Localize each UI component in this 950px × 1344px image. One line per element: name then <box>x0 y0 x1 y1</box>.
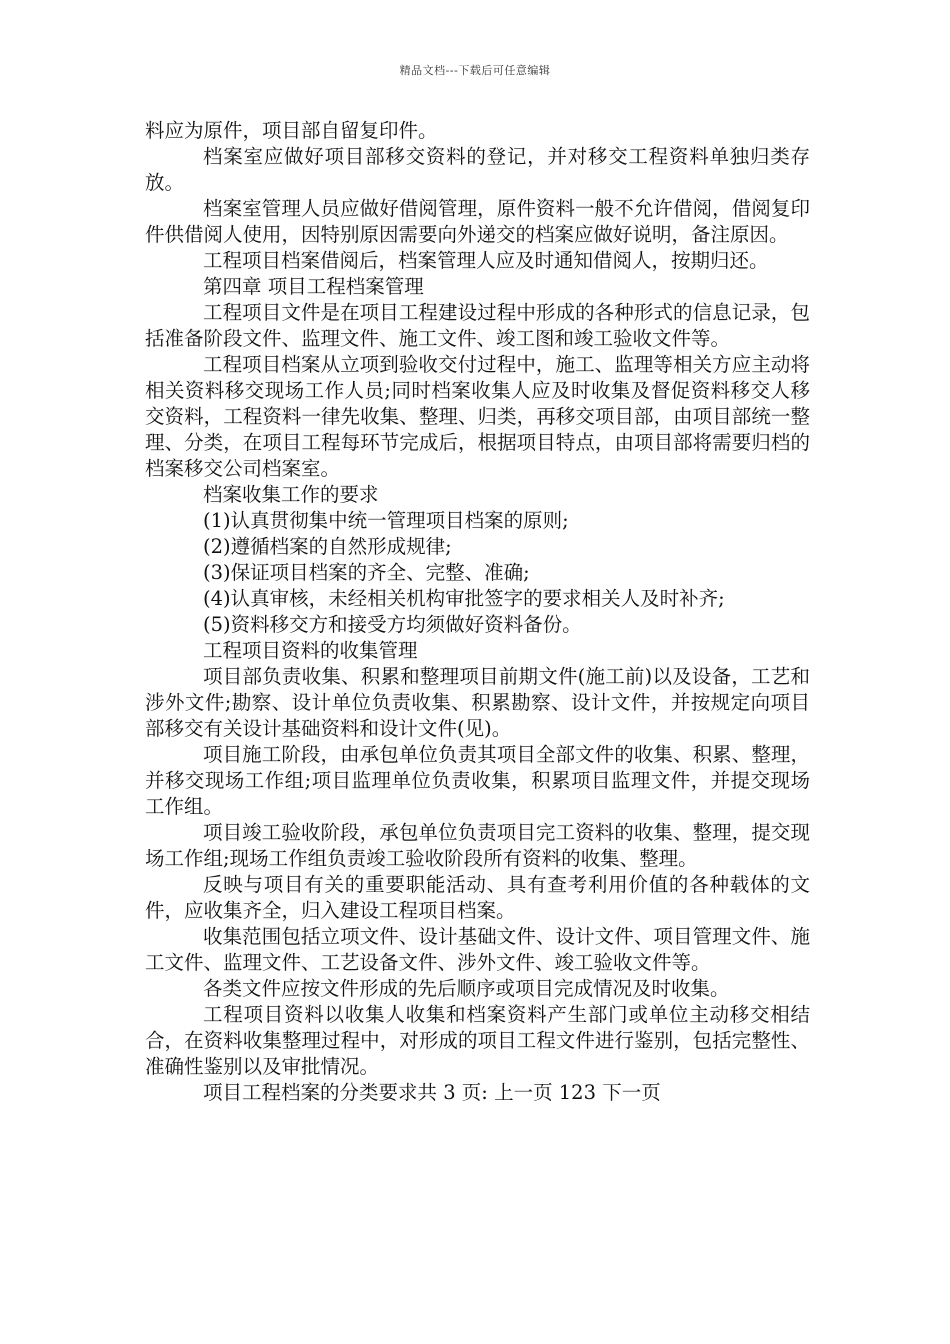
document-body <box>145 118 810 1106</box>
list-item: (2)遵循档案的自然形成规律; <box>203 535 452 558</box>
paragraph: 档案室应做好项目部移交资料的登记，并对移交工程资料单独归类存放。 <box>145 145 810 194</box>
paragraph: 项目部负责收集、积累和整理项目前期文件(施工前)以及设备，工艺和涉外文件;勘察、设计单位负责收集、积累勘察、设计文件，并按规定向项目部移交有关设计基础资料和设计文件(见)。 <box>145 665 810 740</box>
paragraph: 各类文件应按文件形成的先后顺序或项目完成情况及时收集。 <box>203 977 730 1000</box>
paragraph: 工程项目档案借阅后，档案管理人应及时通知借阅人，按期归还。 <box>203 249 769 272</box>
paragraph: 档案室管理人员应做好借阅管理，原件资料一般不允许借阅，借阅复印件供借阅人使用，因特别原因需要向外递交的档案应做好说明，备注原因。 <box>145 197 810 246</box>
list-item: (5)资料移交方和接受方均须做好资料备份。 <box>203 613 582 636</box>
paragraph: 料应为原件，项目部自留复印件。 <box>145 119 438 142</box>
paragraph: 项目施工阶段，由承包单位负责其项目全部文件的收集、积累、整理，并移交现场工作组;项目监理单位负责收集，积累项目监理文件，并提交现场工作组。 <box>145 743 810 818</box>
list-item: (4)认真审核，未经相关机构审批签字的要求相关人及时补齐; <box>203 587 725 610</box>
paragraph: 工程项目资料以收集人收集和档案资料产生部门或单位主动移交相结合，在资料收集整理过程中，对形成的项目工程文件进行鉴别，包括完整性、准确性鉴别以及审批情况。 <box>145 1003 810 1078</box>
list-item: (3)保证项目档案的齐全、完整、准确; <box>203 561 530 584</box>
paragraph: 收集范围包括立项文件、设计基础文件、设计文件、项目管理文件、施工文件、监理文件、工艺设备文件、涉外文件、竣工验收文件等。 <box>145 925 810 974</box>
paragraph: 工程项目档案从立项到验收交付过程中，施工、监理等相关方应主动将相关资料移交现场工作人员;同时档案收集人应及时收集及督促资料移交人移交资料，工程资料一律先收集、整理、归类，再移交项目部，由项目部统一整理、分类，在项目工程每环节完成后，根据项目特点，由项目部将需要归档的档案移交公司档案室。 <box>145 353 810 480</box>
paragraph: 反映与项目有关的重要职能活动、具有查考利用价值的各种载体的文件，应收集齐全，归入建设工程项目档案。 <box>145 873 810 922</box>
list-item: (1)认真贯彻集中统一管理项目档案的原则; <box>203 509 569 532</box>
pagination-line: 项目工程档案的分类要求共 3 页: 上一页 123 下一页 <box>203 1081 661 1104</box>
page-header: 精品文档---下载后可任意编辑 <box>399 64 551 77</box>
section-heading: 工程项目资料的收集管理 <box>203 639 418 662</box>
chapter-heading: 第四章 项目工程档案管理 <box>203 275 424 298</box>
section-heading: 档案收集工作的要求 <box>203 483 379 506</box>
paragraph: 工程项目文件是在项目工程建设过程中形成的各种形式的信息记录，包括准备阶段文件、监理文件、施工文件、竣工图和竣工验收文件等。 <box>145 301 810 350</box>
paragraph: 项目竣工验收阶段，承包单位负责项目完工资料的收集、整理，提交现场工作组;现场工作组负责竣工验收阶段所有资料的收集、整理。 <box>145 821 810 870</box>
